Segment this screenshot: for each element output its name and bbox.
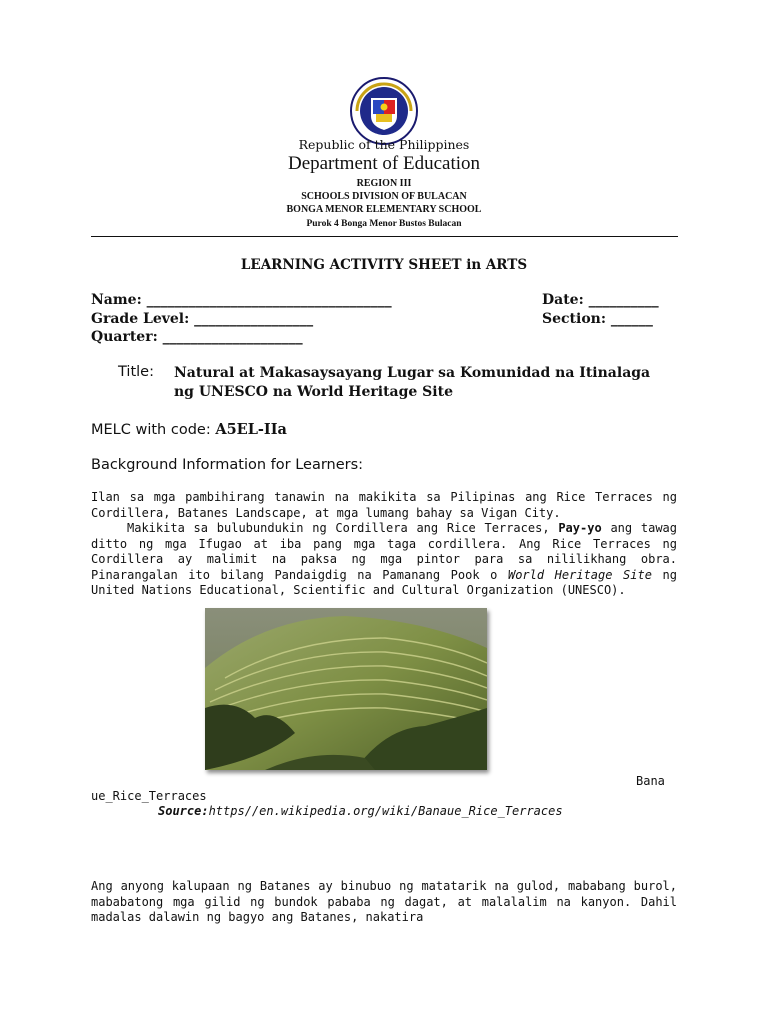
p2-text-end: ng United Nations Educational, Scientific and Cultural Organization (UNESCO). bbox=[91, 567, 677, 597]
background-heading: Background Information for Learners: bbox=[91, 457, 364, 473]
caption-line-1: Bana bbox=[636, 774, 665, 788]
school-line: BONGA MENOR ELEMENTARY SCHOOL bbox=[286, 204, 482, 215]
quarter-field: Quarter: ____________________ bbox=[91, 329, 303, 345]
section-field: Section: ______ bbox=[542, 311, 653, 327]
region-line: REGION III bbox=[356, 178, 412, 189]
melc-code: A5EL-IIa bbox=[215, 421, 287, 438]
source-url: https//en.wikipedia.org/wiki/Banaue_Rice_Terraces bbox=[208, 804, 563, 818]
rice-terraces-photo bbox=[205, 608, 487, 770]
deped-seal-logo bbox=[349, 76, 419, 146]
caption-line-2: ue_Rice_Terraces bbox=[91, 789, 207, 803]
sheet-title: LEARNING ACTIVITY SHEET in ARTS bbox=[240, 257, 528, 273]
header-divider bbox=[91, 236, 678, 237]
division-line: SCHOOLS DIVISION OF BULACAN bbox=[301, 191, 467, 202]
lesson-title: Natural at Makasaysayang Lugar sa Komunidad na Itinalaga ng UNESCO na World Heritage Site bbox=[174, 365, 651, 400]
grade-level-field: Grade Level: _________________ bbox=[91, 311, 314, 327]
image-source bbox=[158, 804, 563, 818]
paragraph-cordillera bbox=[91, 521, 677, 599]
paragraph-batanes: Ang anyong kalupaan ng Batanes ay binubuo ng matatarik na gulod, mababang burol, mababatong mga gilid ng bundok pababa ng dagat, at malalalim na kanyon. Dahil madalas dalawin ng bagyo ang Batanes, nakatira bbox=[91, 879, 677, 924]
paragraph-intro: Ilan sa mga pambihirang tanawin na makikita sa Pilipinas ang Rice Terraces ng Cordillera, Batanes Landscape, at mga lumang bahay sa Vigan City. bbox=[91, 490, 677, 520]
pay-yo-term: Pay-yo bbox=[558, 521, 602, 535]
address-line: Purok 4 Bonga Menor Bustos Bulacan bbox=[306, 219, 462, 229]
name-field: Name: ___________________________________ bbox=[91, 292, 392, 308]
department-name: Department of Education bbox=[287, 153, 481, 174]
melc-label: MELC with code: bbox=[91, 422, 211, 438]
world-heritage-term: World Heritage Site bbox=[507, 567, 652, 582]
p2-text-start: Makikita sa bulubundukin ng Cordillera ang Rice Terraces, bbox=[127, 521, 559, 535]
p2-text-middle: ang tawag ditto ng mga Ifugao at iba pang mga taga cordillera. Ang Rice Terraces ng Cordillera ay malimit na paksa ng mga pintor para sa nililikhang obra. Pinarangalan ito bilang Pandaigdig na Pamanang Pook o bbox=[91, 521, 678, 582]
melc-line bbox=[91, 421, 287, 438]
republic-line: Republic of the Philippines bbox=[298, 137, 470, 152]
date-field: Date: __________ bbox=[542, 292, 659, 308]
source-label: Source: bbox=[158, 804, 209, 818]
title-label: Title: bbox=[118, 364, 154, 380]
